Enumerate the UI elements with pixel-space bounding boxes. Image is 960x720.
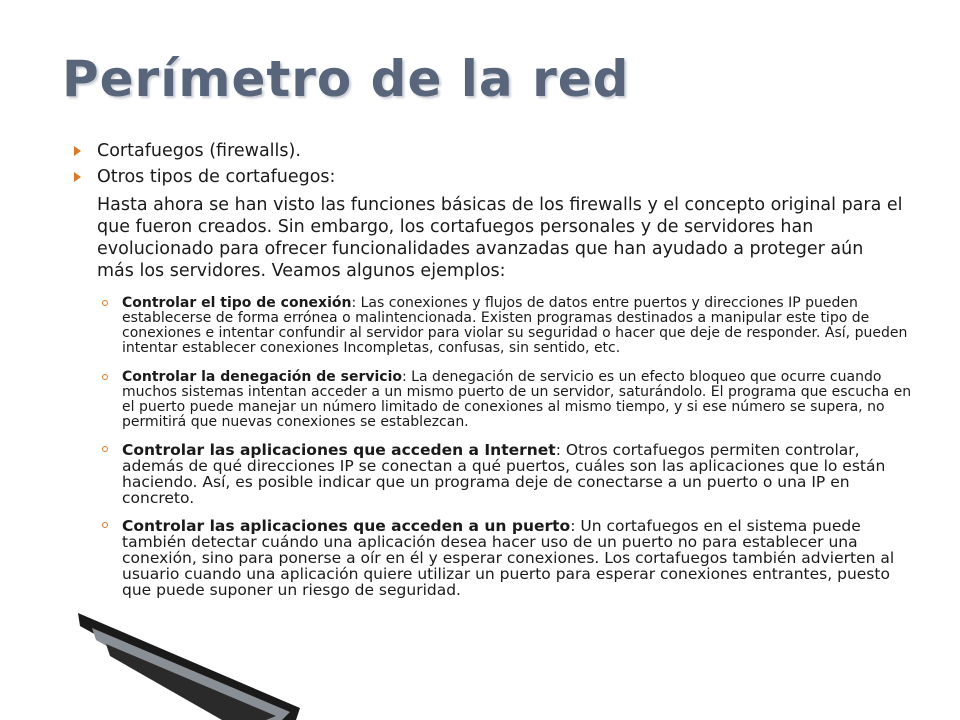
subitem-denial-of-service <box>74 370 914 430</box>
slide-title: Perímetro de la red <box>62 50 630 108</box>
bullet-item-firewalls <box>74 140 914 162</box>
ring-bullet-icon <box>102 374 108 380</box>
subitem-text: : La denegación de servicio es un efecto bloqueo que ocurre cuando muchos sistemas intentan acceder a un mismo puerto de un servidor, saturándolo. El programa que escucha en el puerto puede manejar un número limitado de conexiones al mismo tiempo, y si ese número se supera, no permitirá que nuevas conexiones se establezcan. <box>122 369 912 430</box>
swoosh-gray-band <box>92 628 290 720</box>
ring-bullet-icon <box>102 300 108 306</box>
arrow-bullet-icon <box>74 172 81 182</box>
swoosh-dark-band-2 <box>106 644 276 720</box>
arrow-bullet-icon <box>74 146 81 156</box>
bullet-text: Cortafuegos (firewalls). <box>97 141 301 161</box>
intro-paragraph: Hasta ahora se han visto las funciones básicas de los firewalls y el concepto original para el que fueron creados. Sin embargo, los cortafuegos personales y de servidores han evolucionado para ofrecer funcionalidades avanzadas que han ayudado a proteger aún más los servidores. Veamos algunos ejemplos: <box>97 195 903 281</box>
ring-bullet-icon <box>102 446 108 452</box>
subitem-term: Controlar el tipo de conexión <box>122 295 352 311</box>
bullet-text: Otros tipos de cortafuegos: <box>97 167 336 187</box>
slide-content <box>74 140 914 598</box>
subitem-internet-apps <box>74 442 914 506</box>
subitem-text: : Otros cortafuegos permiten controlar, además de qué direcciones IP se conectan a qué puertos, cuáles son las aplicaciones que lo están haciendo. Así, es posible indicar que un programa deje de conectarse a un puerto o una IP en concreto. <box>122 441 886 507</box>
subitem-port-apps <box>74 518 914 598</box>
swoosh-dark-band <box>78 613 300 720</box>
subitem-text: : Un cortafuegos en el sistema puede también detectar cuándo una aplicación desea hacer uso de un puerto no para establecer una conexión, sino para ponerse a oír en él y esperar conexiones. Los cortafuegos también advierten al usuario cuando una aplicación quiere utilizar un puerto para esperar conexiones entrantes, puesto que puede suponer un riesgo de seguridad. <box>122 517 895 599</box>
subitem-connection-type <box>74 296 914 356</box>
ring-bullet-icon <box>102 522 108 528</box>
subitem-term: Controlar la denegación de servicio <box>122 369 402 385</box>
bullet-item-other-firewalls <box>74 166 914 188</box>
subitem-term: Controlar las aplicaciones que acceden a Internet <box>122 441 556 459</box>
subitem-text: : Las conexiones y flujos de datos entre puertos y direcciones IP pueden establecerse de forma errónea o malintencionada. Existen programas destinados a manipular este tipo de conexiones e intentar confundir al servidor para violar su seguridad o hacer que deje de responder. Así, pueden intentar establecer conexiones Incompletas, confusas, sin sentido, etc. <box>122 295 908 356</box>
subitem-term: Controlar las aplicaciones que acceden a un puerto <box>122 517 571 535</box>
